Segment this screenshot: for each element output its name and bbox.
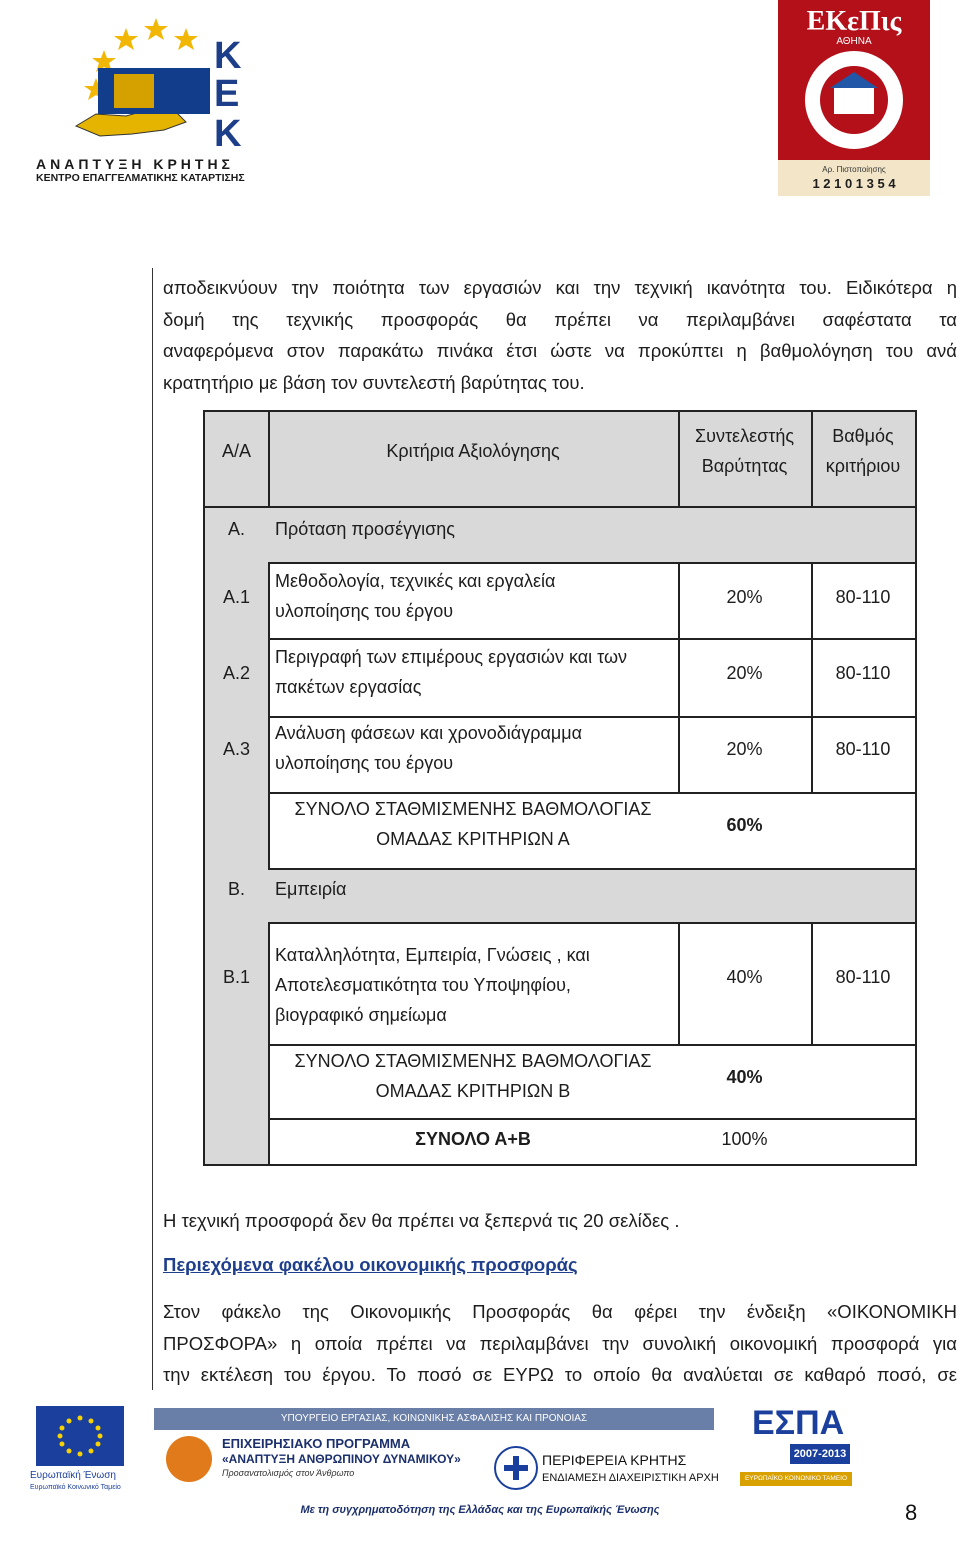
row-code: Α.2: [222, 663, 251, 683]
cofinance-statement: Με τη συγχρηματοδότηση της Ελλάδας και της Ευρωπαϊκής Ένωσης: [300, 1504, 660, 1516]
program-line2: «ΑΝΑΠΤΥΞΗ ΑΝΘΡΩΠΙΝΟΥ ΔΥΝΑΜΙΚΟΥ»: [222, 1452, 461, 1466]
financial-offer-paragraph: [163, 1296, 957, 1391]
greek-emblem-icon: [494, 1446, 538, 1490]
ekepis-cert-label: Αρ. Πιστοποίησης: [822, 165, 886, 174]
region-line2: ΕΝΔΙΑΜΕΣΗ ΔΙΑΧΕΙΡΙΣΤΙΚΗ ΑΡΧΗ: [542, 1472, 719, 1484]
section-heading: Περιεχόμενα φακέλου οικονομικής προσφοράς: [163, 1254, 578, 1275]
total-b-label: ΣΥΝΟΛΟ ΣΤΑΘΜΙΣΜΕΝΗΣ ΒΑΘΜΟΛΟΓΙΑΣ ΟΜΑΔΑΣ ΚΡΙΤΗΡΙΩΝ Β: [294, 1051, 652, 1101]
ekepis-cert-number: 1 2 1 0 1 3 5 4: [812, 176, 896, 191]
program-tagline: Προσανατολισμός στον Άνθρωπο: [222, 1468, 355, 1478]
intro-line: κρατητήριο με βάση τον συντελεστή βαρύτητας του.: [163, 371, 585, 393]
kek-title: ΑΝΑΠΤΥΞΗ ΚΡΗΤΗΣ: [36, 156, 234, 172]
svg-text:Ε: Ε: [214, 73, 240, 115]
eu-fund-label: Ευρωπαϊκό Κοινωνικό Ταμείο: [30, 1484, 121, 1491]
row-score: 80-110: [835, 587, 891, 607]
row-weight: 20%: [726, 663, 763, 683]
svg-text:Κ: Κ: [214, 113, 242, 155]
ekepis-city: ΑΘΗΝΑ: [836, 36, 872, 47]
intro-paragraph: [163, 272, 957, 398]
paragraph-line: την εκτέλεση του έργου. Το ποσό σε ΕΥΡΩ το οποίο θα αναλύεται σε καθαρό ποσό, σε: [163, 1364, 957, 1385]
page-number: 8: [905, 1500, 918, 1525]
row-score: 80-110: [835, 663, 891, 683]
row-score: 80-110: [835, 739, 891, 759]
row-code: Α.1: [222, 587, 251, 607]
paragraph-line: Στον φάκελο της Οικονομικής Προσφοράς θα φέρει την ένδειξη «ΟΙΚΟΝΟΜΙΚΗ: [163, 1301, 957, 1322]
intro-line: αποδεικνύουν την ποιότητα των εργασιών και την τεχνική ικανότητα του. Ειδικότερα η: [163, 277, 957, 298]
total-b-weight: 40%: [726, 1067, 763, 1087]
page-limit-note: Η τεχνική προσφορά δεν θα πρέπει να ξεπερνά τις 20 σελίδες .: [163, 1210, 680, 1231]
espa-logo: ΕΣΠΑ: [752, 1404, 845, 1442]
group-a-code: Α.: [227, 519, 245, 539]
row-criteria: Καταλληλότητα, Εμπειρία, Γνώσεις , και Αποτελεσματικότητα του Υποψηφίου, βιογραφικό σημείωμα: [275, 945, 590, 1025]
header-aa: Α/Α: [221, 441, 251, 461]
row-criteria: Μεθοδολογία, τεχνικές και εργαλεία υλοποίησης του έργου: [275, 571, 556, 621]
intro-line: αναφερόμενα στον παρακάτω πινάκα έτσι ώστε να προκύπτει η βαθμολόγηση του ανά: [163, 340, 957, 361]
group-a-title: Πρόταση προσέγγισης: [275, 519, 455, 539]
row-criteria: Ανάλυση φάσεων και χρονοδιάγραμμα υλοποίησης του έργου: [275, 723, 583, 773]
row-score: 80-110: [835, 967, 891, 987]
code-column-bg-totals: [205, 1022, 268, 1164]
ekepis-top: ΕΚεΠις: [806, 6, 902, 37]
row-code: Β.1: [222, 967, 251, 987]
row-weight: 20%: [726, 587, 763, 607]
criteria-table: [203, 410, 917, 1166]
header-criteria: Κριτήρια Αξιολόγησης: [386, 441, 560, 461]
kek-subtitle: ΚΕΝΤΡΟ ΕΠΑΓΓΕΛΜΑΤΙΚΗΣ ΚΑΤΑΡΤΙΣΗΣ: [36, 172, 245, 184]
left-margin-rule: [152, 268, 153, 1390]
group-b-title: Εμπειρία: [275, 879, 347, 899]
row-code: Α.3: [222, 739, 251, 759]
program-line1: ΕΠΙΧΕΙΡΗΣΙΑΚΟ ΠΡΟΓΡΑΜΜΑ: [222, 1436, 411, 1451]
total-a-weight: 60%: [726, 815, 763, 835]
row-criteria: Περιγραφή των επιμέρους εργασιών και των πακέτων εργασίας: [275, 647, 628, 697]
intro-line: δομή της τεχνικής προσφοράς θα πρέπει να περιλαμβάνει σαφέστατα τα: [163, 308, 957, 330]
header-score: Βαθμός κριτήριου: [825, 426, 901, 476]
group-b-code: Β.: [227, 879, 245, 899]
kek-emblem-icon: [36, 8, 276, 158]
row-weight: 40%: [726, 967, 763, 987]
total-a-label: ΣΥΝΟΛΟ ΣΤΑΘΜΙΣΜΕΝΗΣ ΒΑΘΜΟΛΟΓΙΑΣ ΟΜΑΔΑΣ ΚΡΙΤΗΡΙΩΝ Α: [294, 799, 652, 849]
eu-flag-icon: [36, 1406, 124, 1466]
footer-logos: [0, 1400, 960, 1546]
eu-label: Ευρωπαϊκή Ένωση: [30, 1470, 116, 1481]
svg-text:Κ: Κ: [214, 35, 242, 77]
region-line1: ΠΕΡΙΦΕΡΕΙΑ ΚΡΗΤΗΣ: [542, 1452, 687, 1468]
espa-years: 2007-2013: [790, 1444, 850, 1464]
header-weight: Συντελεστής Βαρύτητας: [694, 426, 795, 476]
paragraph-line: ΠΡΟΣΦΟΡΑ» η οποία πρέπει να περιλαμβάνει την συνολική οικονομική προσφορά για: [163, 1332, 957, 1354]
ministry-banner: ΥΠΟΥΡΓΕΙΟ ΕΡΓΑΣΙΑΣ, ΚΟΙΝΩΝΙΚΗΣ ΑΣΦΑΛΙΣΗΣ ΚΑΙ ΠΡΟΝΟΙΑΣ: [154, 1408, 714, 1430]
grand-total-weight: 100%: [721, 1129, 768, 1149]
ekepis-badge: [778, 0, 930, 196]
program-emblem-icon: [166, 1436, 212, 1482]
grand-total-label: ΣΥΝΟΛΟ Α+Β: [415, 1129, 531, 1149]
espa-fund: ΕΥΡΩΠΑΪΚΟ ΚΟΙΝΩΝΙΚΟ ΤΑΜΕΙΟ: [740, 1472, 852, 1486]
ekepis-seal-icon: [778, 0, 930, 196]
row-weight: 20%: [726, 739, 763, 759]
